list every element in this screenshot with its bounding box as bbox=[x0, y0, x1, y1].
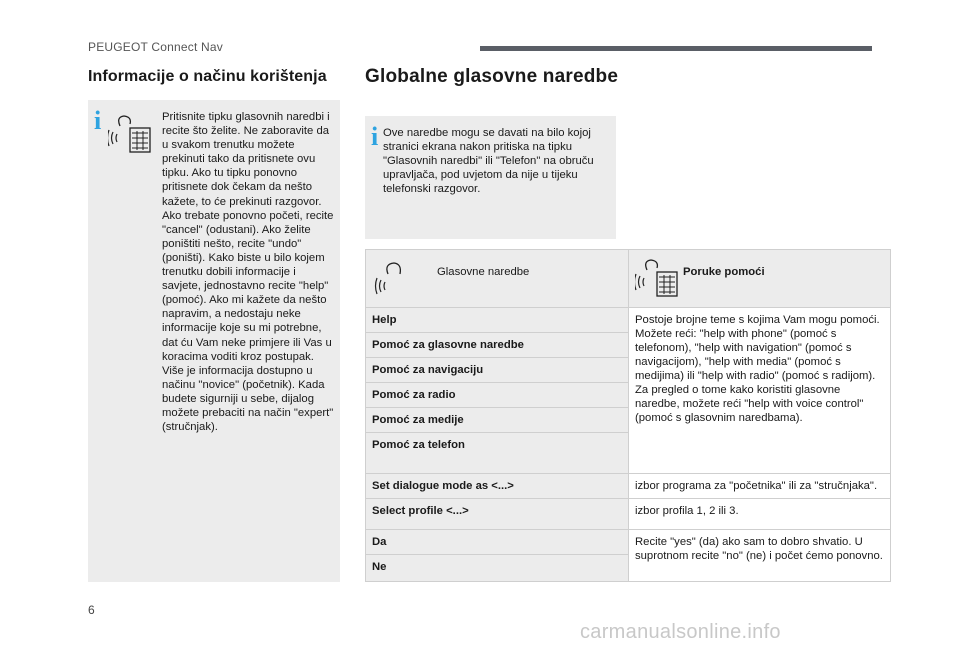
command-cell: Ne bbox=[366, 555, 629, 582]
header-help-label: Poruke pomoći bbox=[683, 266, 765, 278]
command-cell: Pomoć za medije bbox=[366, 408, 629, 433]
command-cell: Pomoć za glasovne naredbe bbox=[366, 333, 629, 358]
page-number: 6 bbox=[88, 603, 95, 617]
description-cell: izbor programa za "početnika" ili za "stručnjaka". bbox=[629, 474, 891, 499]
voice-command-icon bbox=[108, 114, 154, 160]
command-cell: Set dialogue mode as <...> bbox=[366, 474, 629, 499]
voice-command-icon bbox=[635, 258, 679, 302]
keypad-icon bbox=[130, 128, 150, 152]
header-cell-help bbox=[629, 250, 891, 308]
table-header-row bbox=[366, 250, 891, 308]
info-icon: i bbox=[94, 106, 102, 135]
watermark: carmanualsonline.info bbox=[580, 621, 781, 643]
info-icon: i bbox=[371, 122, 379, 151]
header-cell-commands bbox=[366, 250, 629, 308]
voice-command-icon bbox=[374, 260, 410, 296]
command-cell: Pomoć za navigaciju bbox=[366, 358, 629, 383]
usage-info-text: Pritisnite tipku glasovnih naredbi i recite što želite. Ne zaboravite da u svakom trenutku možete prekinuti tako da pritisnete ovu tipku. Ako tu tipku ponovno pritisnete dok čekam da nešto kažete, to će prekinuti razgovor. Ako trebate ponovno početi, recite "cancel" (odustani). Ako želite poništiti nešto, recite "undo" (poništi). Kako biste u bilo kojem trenutku dobili informacije i savjete, jednostavno recite "help" (pomoć). Ako mi kažete da nešto napravim, a nedostaju neke informacije koje su mi potrebne, dat ću Vam neke primjere ili Vas u koracima voditi kroz postupak. Više je informacija dostupno u načinu "novice" (početnik). Kada budete sigurniji u sebe, dijalog možete prebaciti na način "expert" (stručnjak). bbox=[162, 111, 334, 434]
command-cell: Pomoć za radio bbox=[366, 383, 629, 408]
header-bar bbox=[480, 46, 872, 51]
command-cell: Da bbox=[366, 530, 629, 555]
help-description-cell: Postoje brojne teme s kojima Vam mogu pomoći. Možete reći: "help with phone" (pomoć s telefonom), "help with navigation" (pomoć s navigacijom), "help with media" (pomoć s medijima) ili "help with radio" (pomoć s radijom). Za pregled o tome kako koristiti glasovne naredbe, možete reći "help with voice control" (pomoć s glasovnim naredbama). bbox=[629, 308, 891, 474]
command-cell: Help bbox=[366, 308, 629, 333]
usage-info-panel bbox=[88, 100, 340, 582]
voice-commands-table bbox=[365, 249, 891, 582]
table-row bbox=[366, 308, 891, 333]
table-row bbox=[366, 530, 891, 555]
note-text: Ove naredbe mogu se davati na bilo kojoj stranici ekrana nakon pritiska na tipku "Glasovnih naredbi" ili "Telefon" na obruču upravljača, pod uvjetom da nije u tijeku telefonski razgovor. bbox=[383, 127, 594, 195]
command-cell: Select profile <...> bbox=[366, 499, 629, 530]
global-commands-note bbox=[365, 116, 616, 239]
description-cell: izbor profila 1, 2 ili 3. bbox=[629, 499, 891, 530]
right-section-heading: Globalne glasovne naredbe bbox=[365, 66, 619, 87]
keypad-icon bbox=[657, 272, 677, 296]
manual-header-title: PEUGEOT Connect Nav bbox=[88, 40, 223, 54]
header-commands-label: Glasovne naredbe bbox=[437, 266, 530, 278]
description-cell: Recite "yes" (da) ako sam to dobro shvatio. U suprotnom recite "no" (ne) i počet ćemo ponovno. bbox=[629, 530, 891, 582]
left-section-heading: Informacije o načinu korištenja bbox=[88, 68, 327, 85]
table-row bbox=[366, 474, 891, 499]
command-cell: Pomoć za telefon bbox=[366, 433, 629, 474]
table-row bbox=[366, 499, 891, 530]
